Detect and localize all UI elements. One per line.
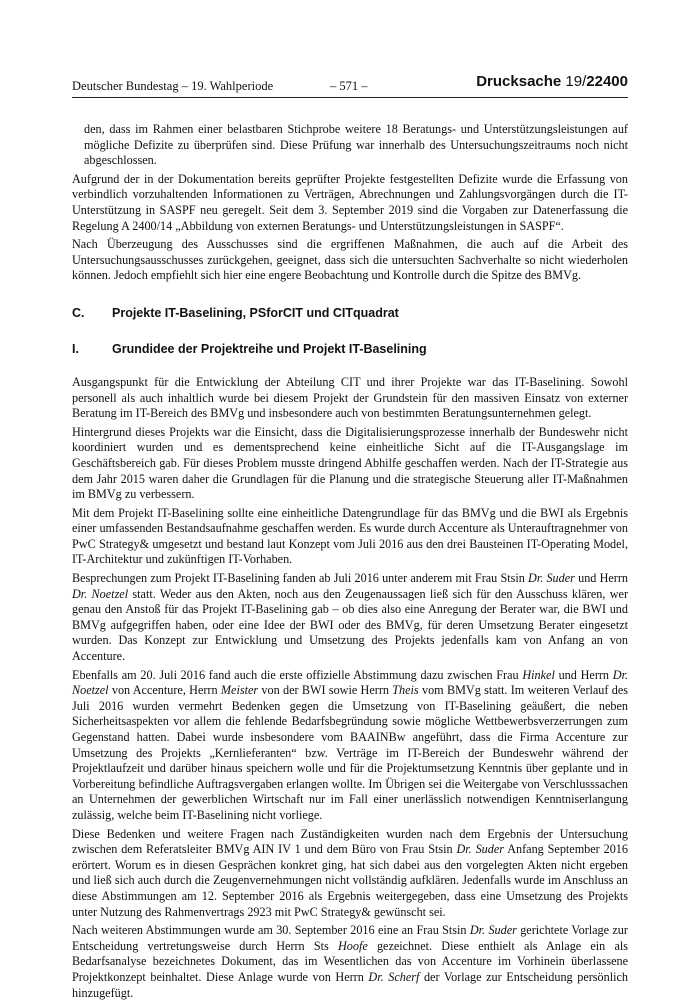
- paragraph: Nach weiteren Abstimmungen wurde am 30. September 2016 eine an Frau Stsin Dr. Suder gerichtete Vorlage zur Entscheidung vertretungsweise durch Herrn Sts Hoofe gezeichnet. Diese enthielt als Anlage ein als Bedarfsanalyse bezeichnetes Dokument, das im Wesentlichen das von Accenture im Vorhinein überlassene Projektkonzept beinhaltet. Diese Anlage wurde von Herrn Dr. Scherf der Vorlage zur Entscheidung persönlich hinzugefügt.: [72, 923, 629, 1000]
- person-name: Dr. Scherf: [368, 969, 420, 984]
- person-name: Dr. Suder: [456, 842, 505, 857]
- page-header: [72, 73, 628, 98]
- paragraph: Mit dem Projekt IT-Baselining sollte eine einheitliche Datengrundlage für das BMVg und die BWI als Ergebnis einer umfassenden Bestandsaufnahme geschaffen werden. Es wurde durch Accenture als Unterauftragnehmer von PwC Strategy& umgesetzt und bestand laut Konzept vom Juli 2016 aus den drei Bausteinen IT-Operating Model, IT-Architektur und zukünftigen IT-Vorhaben.: [72, 505, 628, 567]
- page-body: [72, 122, 628, 1004]
- header-doc-prefix: Drucksache: [476, 73, 566, 90]
- section-heading-c: [72, 306, 628, 322]
- section-title: Projekte IT-Baselining, PSforCIT und CITquadrat: [112, 305, 399, 320]
- person-name: Dr. Suder: [469, 923, 517, 938]
- header-document-number: [476, 73, 628, 90]
- header-publication: Deutscher Bundestag – 19. Wahlperiode: [72, 79, 274, 93]
- person-name: Hoofe: [337, 938, 368, 953]
- paragraph: Nach Überzeugung des Ausschusses sind die ergriffenen Maßnahmen, die auch auf die Arbeit des Untersuchungsausschusses zurückgehen, geeignet, dass sich die untersuchten Sachverhalte so nicht wiederholen können. Jedoch empfiehlt sich hier eine engere Beobachtung und Kontrolle durch die Spitze des BMVg.: [72, 237, 628, 283]
- person-name: Hinkel: [522, 667, 555, 682]
- header-page-number: – 571 –: [330, 79, 368, 93]
- person-name: Dr. Noetzel: [72, 667, 629, 698]
- header-doc-suffix: 22400: [586, 73, 628, 90]
- header-doc-number: 19/: [565, 73, 587, 90]
- paragraph: Ebenfalls am 20. Juli 2016 fand auch die erste offizielle Abstimmung dazu zwischen Frau Hinkel und Herrn Dr. Noetzel von Accenture, Herrn Meister von der BWI sowie Herrn Theis vom BMVg statt. Im weiteren Verlauf des Juli 2016 wurden vermehrt Bedenken gegen die Umsetzung von IT-Baselining geäußert, die neben Sicherheitsaspekten vor allem die fehlende Bedarfsbegründung sowie mögliche Wettbewerbsverzerrungen zum Gegenstand hatten. Dabei wurde insbesondere vom BAAINBw angeführt, dass die Firma Accenture zur Umsetzung des Projekts „Kernlieferanten“ bzw. Verträge im IT-Bereich der Bundeswehr während der Projektlaufzeit und darüber hinaus speichern wolle und für die Projektumsetzung Kenntnis über geplante und in Vorbereitung befindliche Auftragsvergaben erlangen wollte. Im Übrigen sei die Weitergabe von Verschlusssachen an Unternehmen der gewerblichen Wirtschaft nur im Fall einer unerlässlich notwendigen Kenntniserlangung zulässig, welche beim IT-Baselining nicht vorliege.: [72, 667, 629, 822]
- paragraph: Hintergrund dieses Projekts war die Einsicht, dass die Digitalisierungsprozesse innerhalb der Bundeswehr nicht koordiniert wurden und es dementsprechend keine einheitliche Sicht auf die IT-Ausgangslage im Geschäftsbereich gab. Für dieses Problem musste dringend Abhilfe geschaffen werden. Nach der IT-Strategie aus dem Jahr 2015 waren daher die Grundlagen für die Planung und die strategische Steuerung aller IT-Maßnahmen im BMVg zu verbessern.: [72, 424, 628, 502]
- person-name: Dr. Suder: [528, 571, 575, 586]
- person-name: Dr. Noetzel: [72, 586, 129, 601]
- paragraph: Diese Bedenken und weitere Fragen nach Zuständigkeiten wurden nach dem Ergebnis der Untersuchung zwischen dem Referatsleiter BMVg AIN IV 1 und dem Büro von Frau Stsin Dr. Suder Anfang September 2016 erörtert. Worum es in diesen Gesprächen konkret ging, hat sich dabei aus den vorgelegten Akten nicht ergeben und ließ sich auch durch die Zeugenvernehmungen nicht vollständig aufklären. Jedenfalls wurde im Anschluss an diese Abstimmungen am 12. September 2016 als Ergebnis weitergegeben, dass eine Umsetzung des Projekts unter Nutzung des Rahmenvertrags 2923 mit PwC Strategy& gewünscht sei.: [72, 826, 628, 919]
- section-number: C.: [72, 305, 85, 320]
- subsection-number: I.: [72, 341, 79, 356]
- subsection-heading-i: [72, 342, 628, 358]
- paragraph: Aufgrund der in der Dokumentation bereits geprüfter Projekte festgestellten Defizite wurde die Erfassung von verbindlich vorzuhaltenden Informationen zu Verträgen, Abrechnungen und Zahlungsvorgängen durch die IT-Unterstützung in SASPF neu geregelt. Seit dem 3. September 2019 sind die Vorgaben zur Datenerfassung die Regelung A 2400/14 „Abbildung von externen Beratungs- und Unterstützungsleistungen in SASPF“.: [72, 171, 628, 233]
- subsection-title: Grundidee der Projektreihe und Projekt IT-Baselining: [112, 341, 427, 356]
- person-name: Meister: [220, 683, 259, 698]
- person-name: Theis: [392, 683, 419, 698]
- paragraph: Ausgangspunkt für die Entwicklung der Abteilung CIT und ihrer Projekte war das IT-Baselining. Sowohl personell als auch inhaltlich wurde bei diesem Projekt der Grundstein für den massiven Einsatz von externer Beratung im IT-Bereich des BMVg und insbesondere auch von bestimmten Beratungsunternehmen gelegt.: [72, 374, 628, 421]
- paragraph-continuation: den, dass im Rahmen einer belastbaren Stichprobe weitere 18 Beratungs- und Unterstützungsleistungen auf mögliche Defizite zu überprüfen sind. Diese Prüfung war innerhalb des Untersuchungszeitraums noch nicht abgeschlossen.: [84, 122, 628, 168]
- paragraph: Besprechungen zum Projekt IT-Baselining fanden ab Juli 2016 unter anderem mit Frau Stsin Dr. Suder und Herrn Dr. Noetzel statt. Weder aus den Akten, noch aus den Zeugenaussagen ließ sich für den Ausschuss klären, wer genau den Anstoß für das Projekt IT-Baselining gab – ob dies also eine Anregung der Berater war, die BWI und BMVg aufgegriffen haben, oder eine Idee der BWI oder des BMVg, für deren Umsetzung Berater eingesetzt wurden. Das Konzept zur Entwicklung und Umsetzung des Projekts jedenfalls kam von Anfang an von Accenture.: [72, 571, 629, 664]
